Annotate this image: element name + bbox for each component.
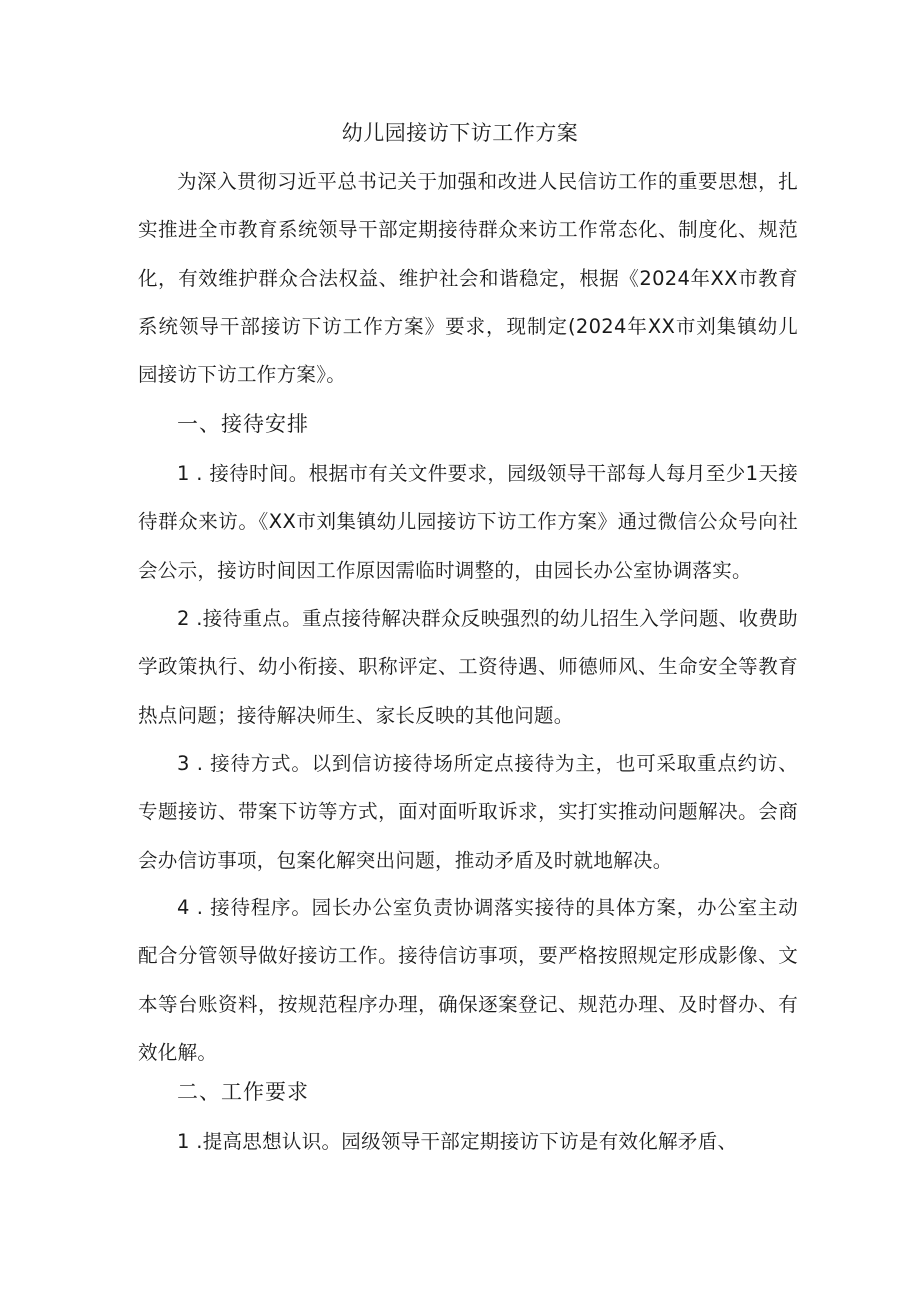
reception-item-method: 3 . 接待方式。以到信访接待场所定点接待为主，也可采取重点约访、专题接访、带案下访等方式，面对面听取诉求，实打实推动问题解决。会商会办信访事项，包案化解突出问题，推动矛盾及时就地解决。 — [138, 752, 798, 872]
requirements-item-awareness: 1 .提高思想认识。园级领导干部定期接访下访是有效化解矛盾、 — [177, 1130, 738, 1153]
reception-item-time: 1 . 接待时间。根据市有关文件要求，园级领导干部每人每月至少1天接待群众来访。《XX市刘集镇幼儿园接访下访工作方案》通过微信公众号向社会公示，接访时间因工作原因需临时调整的，由园长办公室协调落实。 — [138, 462, 798, 582]
section-heading-requirements: 二、工作要求 — [177, 1080, 309, 1104]
reception-item-procedure: 4 . 接待程序。园长办公室负责协调落实接待的具体方案，办公室主动配合分管领导做好接访工作。接待信访事项，要严格按照规定形成影像、文本等台账资料，按规范程序办理，确保逐案登记、规范办理、及时督办、有效化解。 — [138, 896, 798, 1064]
section-heading-reception: 一、接待安排 — [177, 412, 309, 436]
intro-paragraph: 为深入贯彻习近平总书记关于加强和改进人民信访工作的重要思想，扎实推进全市教育系统领导干部定期接待群众来访工作常态化、制度化、规范化，有效维护群众合法权益、维护社会和谐稳定，根据《2024年XX市教育系统领导干部接访下访工作方案》要求，现制定(2024年XX市刘集镇幼儿园接访下访工作方案》。 — [138, 170, 798, 387]
document-title: 幼儿园接访下访工作方案 — [341, 121, 579, 145]
reception-item-focus: 2 .接待重点。重点接待解决群众反映强烈的幼儿招生入学问题、收费助学政策执行、幼小衔接、职称评定、工资待遇、师德师风、生命安全等教育热点问题；接待解决师生、家长反映的其他问题。 — [138, 607, 798, 727]
